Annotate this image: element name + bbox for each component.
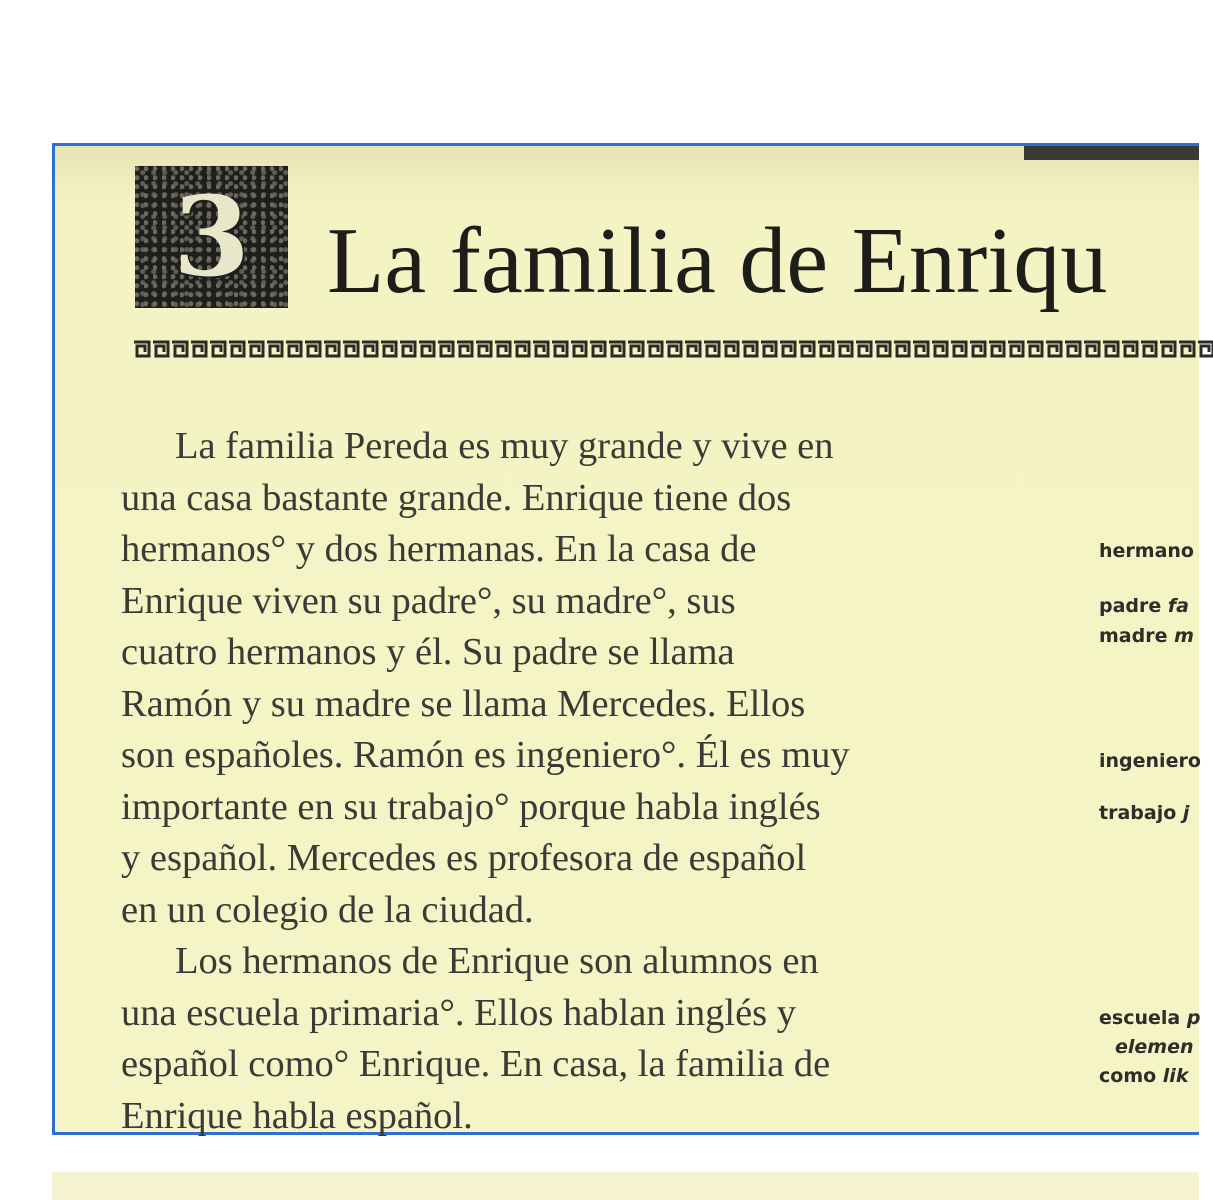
paragraph-1: La familia Pereda es muy grande y vive en una casa bastante grande. Enrique tiene dos hermanos° y dos hermanas. En la casa de Enrique viven su padre°, su madre°, sus cuatro hermanos y él. Su padre se llama Ramón y su madre se llama Mercedes. Ellos son españoles. Ramón es ingeniero°. Él es muy importante en su trabajo° porque habla inglés y español. Mercedes es profesora de español en un colegio de la ciudad. [121,425,850,931]
gloss-trabajo: trabajo j [1099,802,1190,824]
chapter-number-block [135,166,288,308]
document-page [52,143,1199,1135]
top-edge-bar [1024,146,1199,160]
gloss-elemental: elemen [1115,1036,1194,1058]
gloss-madre: madre m [1099,625,1194,647]
paragraph-2: Los hermanos de Enrique son alumnos en una escuela primaria°. Ellos hablan inglés y español como° Enrique. En casa, la familia de Enrique habla español. [121,940,831,1137]
gloss-escuela: escuela p [1099,1007,1201,1029]
chapter-title: La familia de Enriqu [327,209,1108,313]
gloss-padre: padre fa [1099,595,1189,617]
gloss-ingeniero: ingeniero [1099,750,1201,772]
gloss-como: como lik [1099,1065,1189,1087]
gloss-hermano: hermano [1099,540,1194,562]
chapter-number: 3 [173,172,250,301]
decorative-greek-key-rule [133,338,1213,360]
next-page-edge [52,1172,1199,1200]
reading-passage [121,421,1061,1142]
